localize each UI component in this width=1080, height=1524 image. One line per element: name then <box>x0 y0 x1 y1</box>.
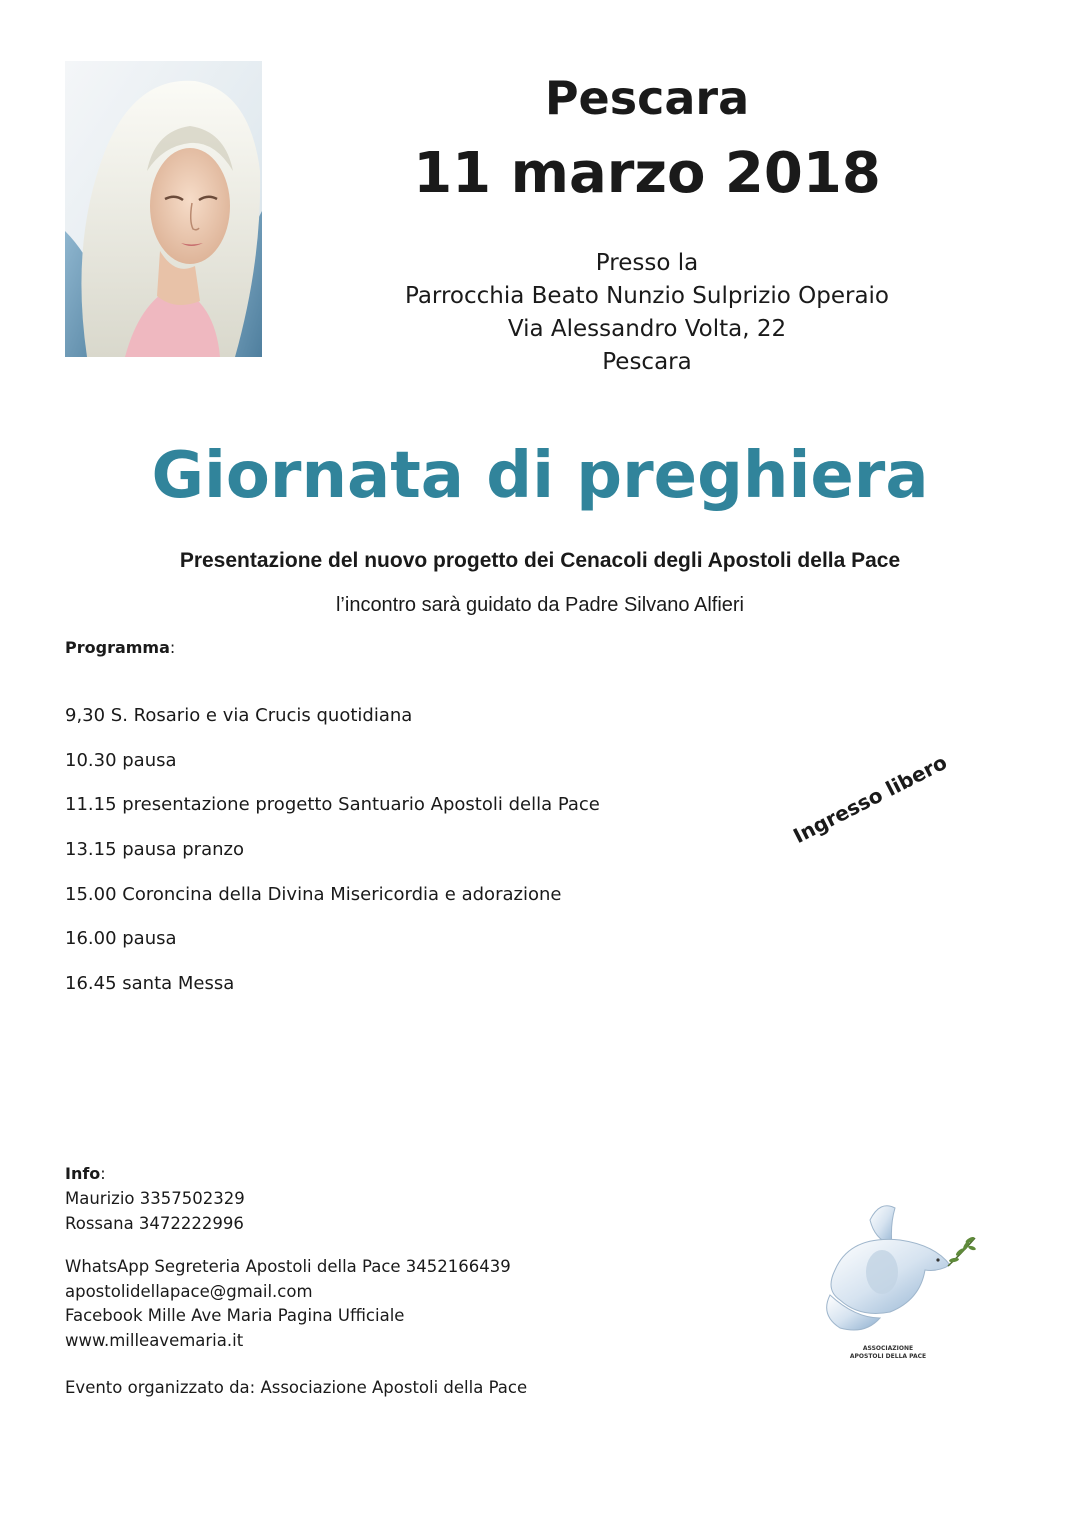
contact-list <box>65 1186 245 1236</box>
whatsapp-contact: WhatsApp Segreteria Apostoli della Pace 3452166439 <box>65 1257 511 1276</box>
madonna-portrait <box>65 61 262 357</box>
program-colon: : <box>169 638 176 657</box>
event-city: Pescara <box>544 71 750 125</box>
email-link: apostolidellapace@gmail.com <box>65 1281 313 1301</box>
event-date: 11 marzo 2018 <box>413 141 881 206</box>
links-list <box>65 1255 511 1353</box>
schedule-item: 10.30 pausa <box>65 749 177 771</box>
program-label: Programma <box>65 638 170 657</box>
madonna-illustration <box>65 61 262 357</box>
info-label: Info <box>65 1164 101 1183</box>
dove-icon <box>820 1200 980 1350</box>
schedule-item: 13.15 pausa pranzo <box>65 839 244 861</box>
website-link: www.milleavemaria.it <box>65 1330 244 1350</box>
schedule-item: 11.15 presentazione progetto Santuario Apostoli della Pace <box>65 794 600 816</box>
facebook-page: Facebook Mille Ave Maria Pagina Ufficiale <box>65 1306 405 1325</box>
schedule-item: 9,30 S. Rosario e via Crucis quotidiana <box>65 705 413 726</box>
info-colon: : <box>100 1164 106 1183</box>
venue-parish: Parrocchia Beato Nunzio Sulprizio Operaio <box>404 283 890 309</box>
schedule-item: 15.00 Coroncina della Divina Misericordia e adorazione <box>65 883 562 905</box>
contact-maurizio: Maurizio 3357502329 <box>65 1189 245 1208</box>
main-title: Giornata di preghiera <box>151 439 929 513</box>
subtitle: Presentazione del nuovo progetto dei Cenacoli degli Apostoli della Pace <box>179 549 901 572</box>
venue-line-presso: Presso la <box>595 250 699 276</box>
logo-caption-line1: ASSOCIAZIONE <box>862 1345 914 1352</box>
venue-city: Pescara <box>602 349 692 375</box>
guide-text: l’incontro sarà guidato da Padre Silvano Alfieri <box>335 594 745 616</box>
venue-block <box>330 247 964 379</box>
schedule-item: 16.00 pausa <box>65 928 177 950</box>
organizer-text: Evento organizzato da: Associazione Apostoli della Pace <box>65 1378 528 1397</box>
logo-caption <box>820 1345 956 1361</box>
program-heading <box>65 636 175 660</box>
free-entry-stamp: Ingresso libero <box>789 749 951 849</box>
info-heading <box>65 1162 106 1186</box>
logo-caption-line2: APOSTOLI DELLA PACE <box>849 1353 927 1360</box>
contact-rossana: Rossana 3472222996 <box>65 1214 244 1233</box>
venue-address: Via Alessandro Volta, 22 <box>507 316 787 342</box>
schedule-list <box>65 703 705 1016</box>
schedule-item: 16.45 santa Messa <box>65 973 235 995</box>
